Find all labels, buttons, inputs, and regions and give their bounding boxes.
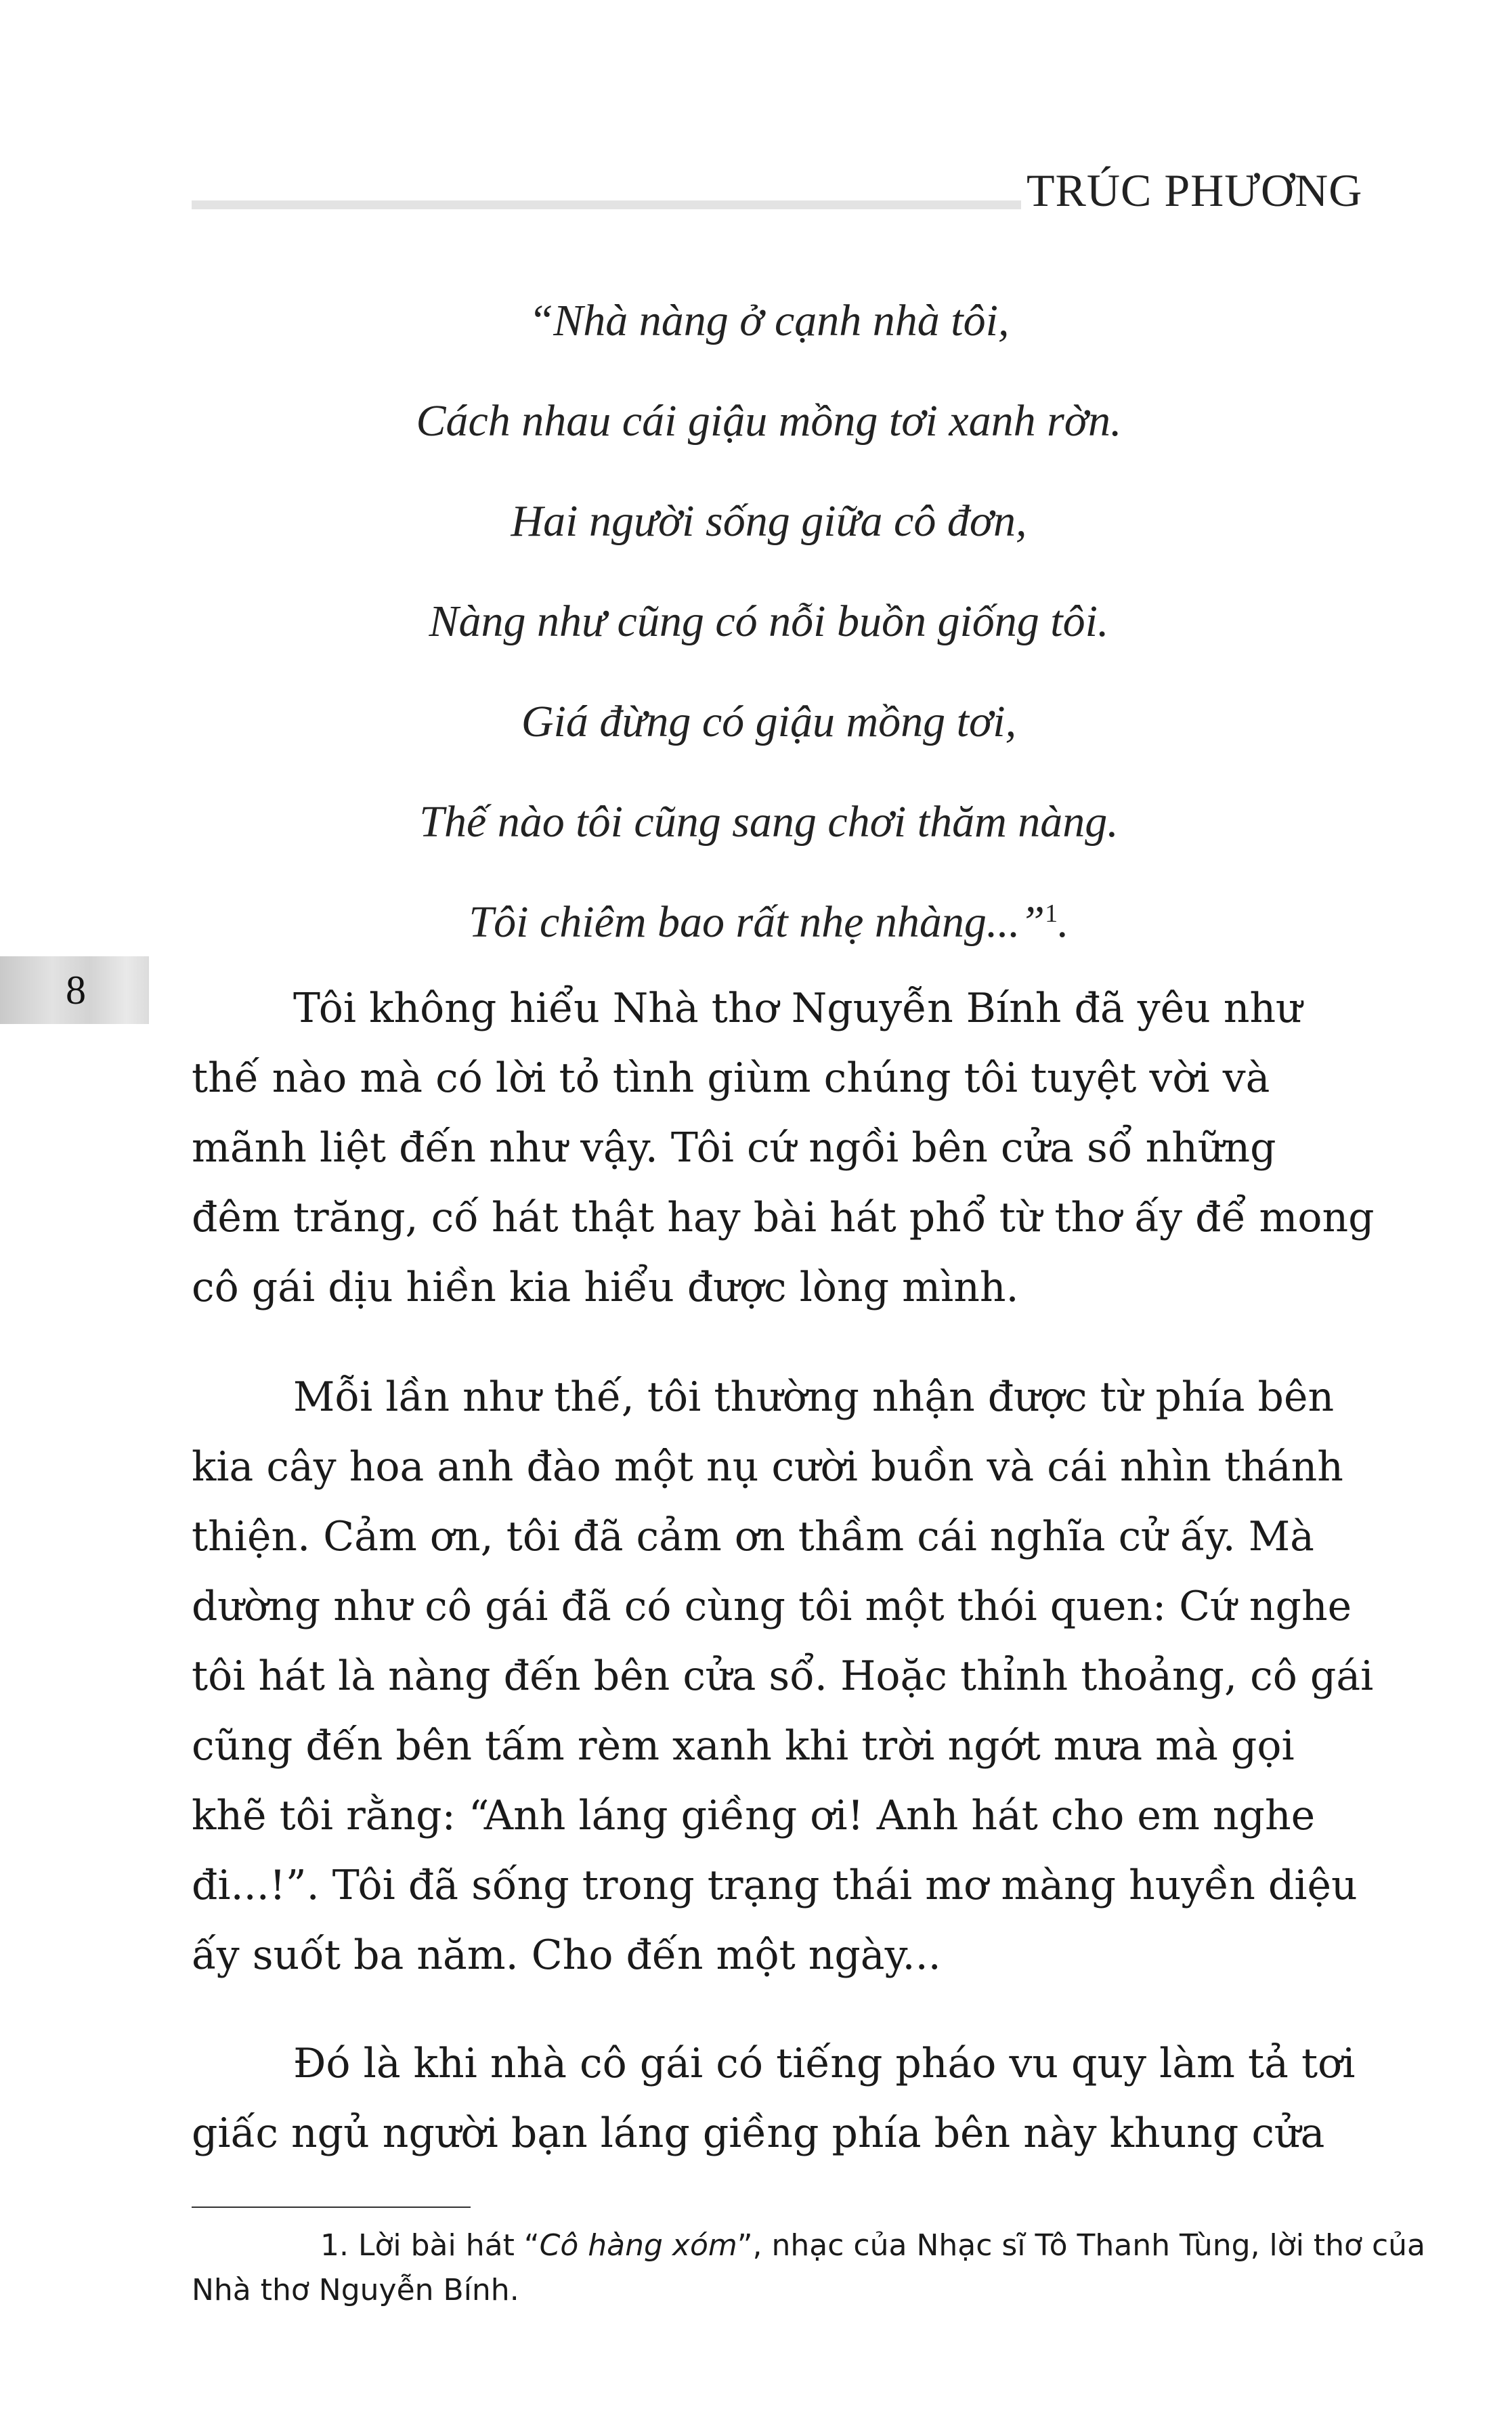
text-line: Tôi không hiểu Nhà thơ Nguyễn Bính đã yêu như [293, 985, 1302, 1032]
poem-period: . [1058, 897, 1069, 947]
page-number: 8 [66, 968, 86, 1012]
footnote-marker[interactable]: 1 [1045, 899, 1058, 928]
running-header-title: TRÚC PHƯƠNG [1027, 165, 1363, 216]
poem-line: Cách nhau cái giậu mồng tơi xanh rờn. [416, 396, 1122, 446]
paragraph-1 [192, 974, 1375, 1323]
text-line: Đó là khi nhà cô gái có tiếng pháo vu quy làm tả tơi [293, 2040, 1356, 2087]
footnote-text-before: Lời bài hát “ [358, 2228, 540, 2263]
text-line: Mỗi lần như thế, tôi thường nhận được từ phía bên [293, 1373, 1335, 1421]
poem-line: Giá đừng có giậu mồng tơi, [521, 697, 1017, 746]
footnote-text-after: ”, nhạc của Nhạc sĩ Tô Thanh Tùng, lời thơ của [737, 2228, 1425, 2263]
text-line: đêm trăng, cố hát thật hay bài hát phổ từ thơ ấy để mong [192, 1194, 1375, 1241]
footnote-rule [192, 2207, 471, 2208]
text-line: mãnh liệt đến như vậy. Tôi cứ ngồi bên cửa sổ những [192, 1124, 1276, 1172]
text-line: cũng đến bên tấm rèm xanh khi trời ngớt mưa mà gọi [192, 1722, 1295, 1770]
text-line: giấc ngủ người bạn láng giềng phía bên này khung cửa [192, 2110, 1325, 2157]
footnote-line-2: Nhà thơ Nguyễn Bính. [192, 2273, 519, 2307]
footnote-song-title: Cô hàng xóm [539, 2228, 737, 2263]
text-line: kia cây hoa anh đào một nụ cười buồn và cái nhìn thánh [192, 1443, 1343, 1491]
footnote-line-1 [192, 2223, 1425, 2268]
poem-last-text: Tôi chiêm bao rất nhẹ nhàng...” [469, 897, 1045, 947]
text-line: khẽ tôi rằng: “Anh láng giềng ơi! Anh hát cho em nghe [192, 1792, 1316, 1839]
paragraph-2 [192, 1363, 1374, 1990]
header-rule [192, 200, 1021, 209]
text-line: tôi hát là nàng đến bên cửa sổ. Hoặc thỉnh thoảng, cô gái [192, 1653, 1374, 1700]
poem-line: Nàng như cũng có nỗi buồn giống tôi. [429, 597, 1109, 646]
poem-line: Hai người sống giữa cô đơn, [511, 496, 1027, 546]
poem-line: Thế nào tôi cũng sang chơi thăm nàng. [419, 797, 1119, 847]
footnote [192, 2223, 1425, 2313]
poem-line-last [192, 872, 1346, 973]
text-line: cô gái dịu hiền kia hiểu được lòng mình. [192, 1264, 1019, 1311]
text-line: thiện. Cảm ơn, tôi đã cảm ơn thầm cái nghĩa cử ấy. Mà [192, 1513, 1314, 1560]
text-line: thế nào mà có lời tỏ tình giùm chúng tôi tuyệt vời và [192, 1054, 1270, 1102]
paragraph-3 [192, 2029, 1356, 2169]
text-line: dường như cô gái đã có cùng tôi một thói quen: Cứ nghe [192, 1583, 1352, 1630]
footnote-number: 1. [320, 2228, 349, 2263]
text-line: đi...!”. Tôi đã sống trong trạng thái mơ màng huyền diệu [192, 1862, 1358, 1909]
poem-block [192, 271, 1346, 973]
poem-line: “Nhà nàng ở cạnh nhà tôi, [528, 296, 1010, 345]
text-line: ấy suốt ba năm. Cho đến một ngày... [192, 1932, 941, 1979]
